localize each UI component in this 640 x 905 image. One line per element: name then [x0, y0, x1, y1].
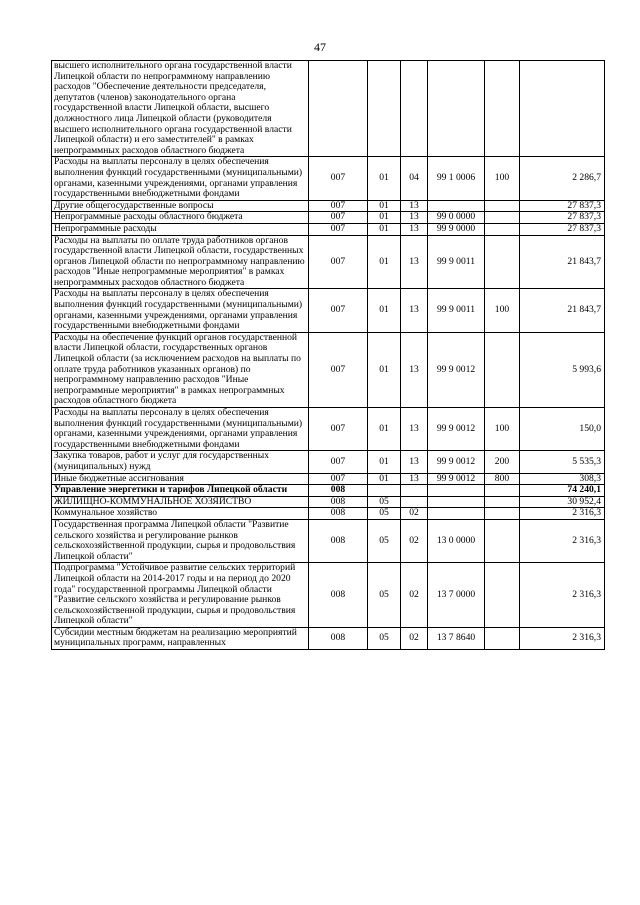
expense-type-cell	[485, 519, 520, 562]
amount-cell: 27 837,3	[520, 212, 605, 224]
expense-type-cell	[485, 200, 520, 212]
department-code-cell: 008	[309, 496, 368, 508]
department-code-cell: 007	[309, 408, 368, 451]
table-row	[52, 235, 605, 289]
subsection-code-cell	[401, 61, 428, 157]
target-article-cell: 13 7 8640	[428, 627, 485, 649]
row-name-cell: Расходы на обеспечение функций органов государственной власти Липецкой области, государственных органов Липецкой области (за исключением расходов на выплаты по оплате труда работников указанных органов) по непрограммному направлению расходов "Иные непрограммные мероприятия" в рамках непрограммных расходов областного бюджета	[52, 332, 309, 407]
subsection-code-cell: 13	[401, 451, 428, 473]
department-code-cell: 007	[309, 212, 368, 224]
department-code-cell: 007	[309, 332, 368, 407]
table-row	[52, 508, 605, 520]
section-code-cell: 01	[368, 212, 401, 224]
table-row	[52, 627, 605, 649]
target-article-cell	[428, 508, 485, 520]
expense-type-cell	[485, 332, 520, 407]
subsection-code-cell	[401, 496, 428, 508]
section-code-cell: 05	[368, 519, 401, 562]
department-code-cell: 008	[309, 563, 368, 628]
page-number: 47	[314, 40, 326, 54]
target-article-cell: 99 9 0012	[428, 451, 485, 473]
target-article-cell: 99 9 0000	[428, 223, 485, 235]
amount-cell: 2 316,3	[520, 563, 605, 628]
department-code-cell: 008	[309, 485, 368, 497]
amount-cell: 2 316,3	[520, 519, 605, 562]
expense-type-cell: 100	[485, 408, 520, 451]
table-row	[52, 485, 605, 497]
section-code-cell: 01	[368, 157, 401, 200]
table-row	[52, 223, 605, 235]
target-article-cell: 99 9 0011	[428, 289, 485, 332]
table-row	[52, 332, 605, 407]
amount-cell: 308,3	[520, 473, 605, 485]
section-code-cell: 01	[368, 332, 401, 407]
subsection-code-cell: 13	[401, 473, 428, 485]
table-row	[52, 212, 605, 224]
section-code-cell: 05	[368, 496, 401, 508]
row-name-cell: Подпрограмма "Устойчивое развитие сельских территорий Липецкой области на 2014-2017 годы и на период до 2020 года" государственной программы Липецкой области "Развитие сельского хозяйства и регулирование рынков сельскохозяйственной продукции, сырья и продовольствия Липецкой области"	[52, 563, 309, 628]
amount-cell: 2 316,3	[520, 627, 605, 649]
target-article-cell: 99 9 0011	[428, 235, 485, 289]
expense-type-cell: 800	[485, 473, 520, 485]
target-article-cell: 99 9 0012	[428, 332, 485, 407]
subsection-code-cell: 02	[401, 563, 428, 628]
section-code-cell: 01	[368, 473, 401, 485]
section-code-cell: 05	[368, 508, 401, 520]
target-article-cell: 99 0 0000	[428, 212, 485, 224]
table-row	[52, 157, 605, 200]
target-article-cell	[428, 496, 485, 508]
section-code-cell: 01	[368, 451, 401, 473]
amount-cell: 150,0	[520, 408, 605, 451]
expense-type-cell	[485, 508, 520, 520]
department-code-cell: 008	[309, 519, 368, 562]
section-code-cell	[368, 485, 401, 497]
section-code-cell: 01	[368, 200, 401, 212]
row-name-cell: ЖИЛИЩНО-КОММУНАЛЬНОЕ ХОЗЯЙСТВО	[52, 496, 309, 508]
row-name-cell: Субсидии местным бюджетам на реализацию мероприятий муниципальных программ, направленных	[52, 627, 309, 649]
table-row	[52, 61, 605, 157]
row-name-cell: Управление энергетики и тарифов Липецкой области	[52, 485, 309, 497]
subsection-code-cell: 02	[401, 627, 428, 649]
expense-type-cell	[485, 223, 520, 235]
target-article-cell	[428, 485, 485, 497]
amount-cell: 5 535,3	[520, 451, 605, 473]
table-row	[52, 408, 605, 451]
section-code-cell: 01	[368, 289, 401, 332]
subsection-code-cell	[401, 485, 428, 497]
subsection-code-cell: 02	[401, 519, 428, 562]
amount-cell: 21 843,7	[520, 235, 605, 289]
department-code-cell: 007	[309, 289, 368, 332]
subsection-code-cell: 13	[401, 408, 428, 451]
department-code-cell: 007	[309, 157, 368, 200]
table-row	[52, 519, 605, 562]
amount-cell	[520, 61, 605, 157]
target-article-cell: 99 1 0006	[428, 157, 485, 200]
expense-type-cell	[485, 485, 520, 497]
subsection-code-cell: 13	[401, 235, 428, 289]
section-code-cell: 05	[368, 627, 401, 649]
department-code-cell	[309, 61, 368, 157]
section-code-cell: 05	[368, 563, 401, 628]
table-row	[52, 289, 605, 332]
section-code-cell: 01	[368, 223, 401, 235]
amount-cell: 30 952,4	[520, 496, 605, 508]
budget-table	[51, 60, 605, 650]
amount-cell: 5 993,6	[520, 332, 605, 407]
subsection-code-cell: 13	[401, 289, 428, 332]
row-name-cell: Иные бюджетные ассигнования	[52, 473, 309, 485]
subsection-code-cell: 13	[401, 332, 428, 407]
subsection-code-cell: 13	[401, 223, 428, 235]
section-code-cell: 01	[368, 408, 401, 451]
section-code-cell: 01	[368, 235, 401, 289]
section-code-cell	[368, 61, 401, 157]
table-row	[52, 563, 605, 628]
target-article-cell	[428, 200, 485, 212]
target-article-cell: 13 7 0000	[428, 563, 485, 628]
target-article-cell	[428, 61, 485, 157]
row-name-cell: Другие общегосударственные вопросы	[52, 200, 309, 212]
department-code-cell: 007	[309, 200, 368, 212]
row-name-cell: Расходы на выплаты по оплате труда работников органов государственной власти Липецкой области, государственных органов Липецкой области по непрограммному направлению расходов "Иные непрограммные мероприятия" в рамках непрограммных расходов областного бюджета	[52, 235, 309, 289]
department-code-cell: 007	[309, 235, 368, 289]
amount-cell: 21 843,7	[520, 289, 605, 332]
amount-cell: 27 837,3	[520, 223, 605, 235]
target-article-cell: 13 0 0000	[428, 519, 485, 562]
row-name-cell: Расходы на выплаты персоналу в целях обеспечения выполнения функций государственными (муниципальными) органами, казенными учреждениями, органами управления государственными внебюджетными фондами	[52, 157, 309, 200]
row-name-cell: Непрограммные расходы	[52, 223, 309, 235]
target-article-cell: 99 9 0012	[428, 473, 485, 485]
row-name-cell: Закупка товаров, работ и услуг для государственных (муниципальных) нужд	[52, 451, 309, 473]
amount-cell: 2 286,7	[520, 157, 605, 200]
expense-type-cell	[485, 212, 520, 224]
subsection-code-cell: 13	[401, 212, 428, 224]
subsection-code-cell: 04	[401, 157, 428, 200]
table-row	[52, 451, 605, 473]
department-code-cell: 007	[309, 223, 368, 235]
target-article-cell: 99 9 0012	[428, 408, 485, 451]
budget-table-body	[52, 61, 605, 650]
amount-cell: 27 837,3	[520, 200, 605, 212]
department-code-cell: 008	[309, 508, 368, 520]
amount-cell: 74 240,1	[520, 485, 605, 497]
expense-type-cell	[485, 627, 520, 649]
amount-cell: 2 316,3	[520, 508, 605, 520]
expense-type-cell	[485, 61, 520, 157]
table-row	[52, 473, 605, 485]
row-name-cell: Расходы на выплаты персоналу в целях обеспечения выполнения функций государственными (муниципальными) органами, казенными учреждениями, органами управления государственными внебюджетными фондами	[52, 289, 309, 332]
subsection-code-cell: 02	[401, 508, 428, 520]
expense-type-cell	[485, 496, 520, 508]
subsection-code-cell: 13	[401, 200, 428, 212]
row-name-cell: Государственная программа Липецкой области "Развитие сельского хозяйства и регулирование рынков сельскохозяйственной продукции, сырья и продовольствия Липецкой области"	[52, 519, 309, 562]
row-name-cell: Расходы на выплаты персоналу в целях обеспечения выполнения функций государственными (муниципальными) органами, казенными учреждениями, органами управления государственными внебюджетными фондами	[52, 408, 309, 451]
expense-type-cell: 100	[485, 157, 520, 200]
table-row	[52, 496, 605, 508]
table-row	[52, 200, 605, 212]
row-name-cell: Непрограммные расходы областного бюджета	[52, 212, 309, 224]
department-code-cell: 008	[309, 627, 368, 649]
row-name-cell: Коммунальное хозяйство	[52, 508, 309, 520]
department-code-cell: 007	[309, 451, 368, 473]
expense-type-cell: 200	[485, 451, 520, 473]
row-name-cell: высшего исполнительного органа государственной власти Липецкой области по непрограммному направлению расходов "Обеспечение деятельности председателя, депутатов (членов) законодательного органа государственной власти Липецкой области, высшего должностного лица Липецкой области (руководителя высшего исполнительного органа государственной власти Липецкой области) и его заместителей" в рамках непрограммных расходов областного бюджета	[52, 61, 309, 157]
department-code-cell: 007	[309, 473, 368, 485]
expense-type-cell: 100	[485, 289, 520, 332]
expense-type-cell	[485, 563, 520, 628]
expense-type-cell	[485, 235, 520, 289]
